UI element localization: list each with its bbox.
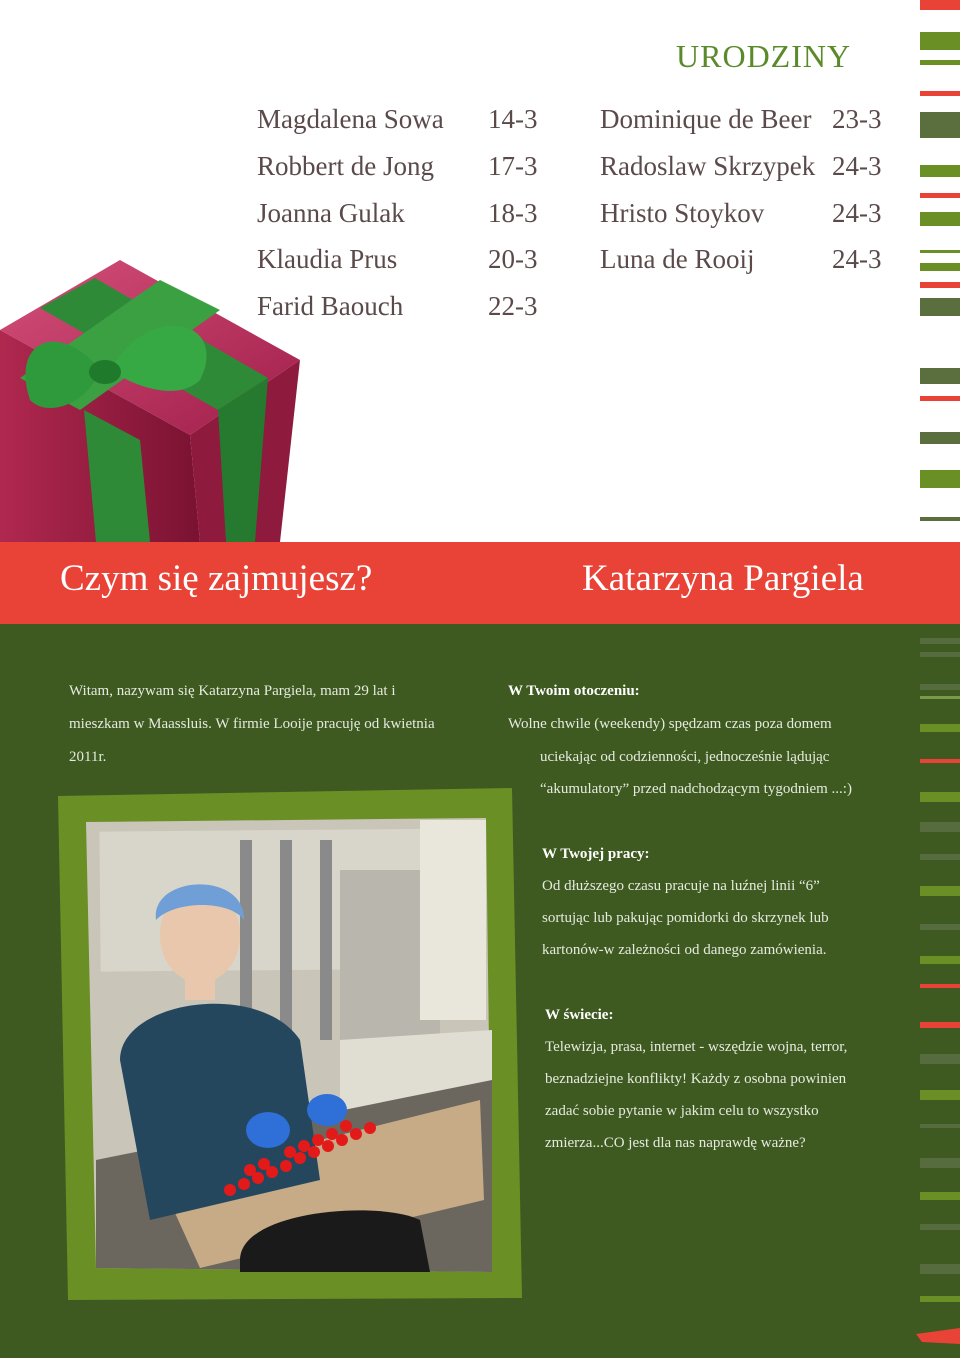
birthday-date: 18-3: [488, 198, 538, 228]
birthday-date: 24-3: [832, 151, 882, 181]
birthday-name: Magdalena Sowa: [257, 104, 444, 134]
intro-line: 2011r.: [69, 749, 107, 765]
section-line: “akumulatory” przed nadchodzącym tygodniem ...:): [540, 781, 852, 797]
intro-line: mieszkam w Maassluis. W firmie Looije pracuję od kwietnia: [69, 716, 435, 732]
section-line: beznadziejne konflikty! Każdy z osobna powinien: [545, 1071, 847, 1087]
birthday-date: 17-3: [488, 151, 538, 181]
birthday-date: 23-3: [832, 104, 882, 134]
birthday-date: 20-3: [488, 244, 538, 274]
intro-line: Witam, nazywam się Katarzyna Pargiela, mam 29 lat i: [69, 683, 396, 699]
profile-photo: [0, 780, 540, 1310]
section-heading-praca: W Twojej pracy:: [542, 846, 650, 862]
decorative-stripes-top: [916, 0, 960, 540]
birthday-name: Klaudia Prus: [257, 244, 398, 274]
birthday-name: Robbert de Jong: [257, 151, 434, 181]
person-name-heading: Katarzyna Pargiela: [582, 558, 864, 599]
section-line: uciekając od codzienności, jednocześnie lądując: [540, 749, 830, 765]
section-heading-otoczenie: W Twoim otoczeniu:: [508, 683, 640, 699]
section-line: Od dłuższego czasu pracuje na luźnej linii “6”: [542, 878, 820, 894]
section-heading-swiat: W świecie:: [545, 1007, 614, 1023]
section-line: zadać sobie pytanie w jakim celu to wszystko: [545, 1103, 819, 1119]
birthday-name: Joanna Gulak: [257, 198, 405, 228]
birthday-name: Hristo Stoykov: [600, 198, 765, 228]
section-line: Telewizja, prasa, internet - wszędzie wojna, terror,: [545, 1039, 848, 1055]
section-line: kartonów-w zależności od danego zamówienia.: [542, 942, 827, 958]
section-line: sortując lub pakując pomidorki do skrzynek lub: [542, 910, 829, 926]
birthday-date: 24-3: [832, 244, 882, 274]
birthday-name: Dominique de Beer: [600, 104, 812, 134]
birthday-date: 22-3: [488, 291, 538, 321]
decorative-stripes-bottom: [916, 624, 960, 1358]
birthday-name: Luna de Rooij: [600, 244, 755, 274]
gift-box-illustration: [0, 260, 300, 550]
section-line: zmierza...CO jest dla nas naprawdę ważne?: [545, 1135, 806, 1151]
birthday-date: 24-3: [832, 198, 882, 228]
birthdays-title: URODZINY: [676, 38, 852, 74]
section-line: Wolne chwile (weekendy) spędzam czas poza domem: [508, 716, 832, 732]
section-question-heading: Czym się zajmujesz?: [60, 558, 373, 599]
birthday-name: Farid Baouch: [257, 291, 404, 321]
birthday-date: 14-3: [488, 104, 538, 134]
birthday-name: Radoslaw Skrzypek: [600, 151, 816, 181]
